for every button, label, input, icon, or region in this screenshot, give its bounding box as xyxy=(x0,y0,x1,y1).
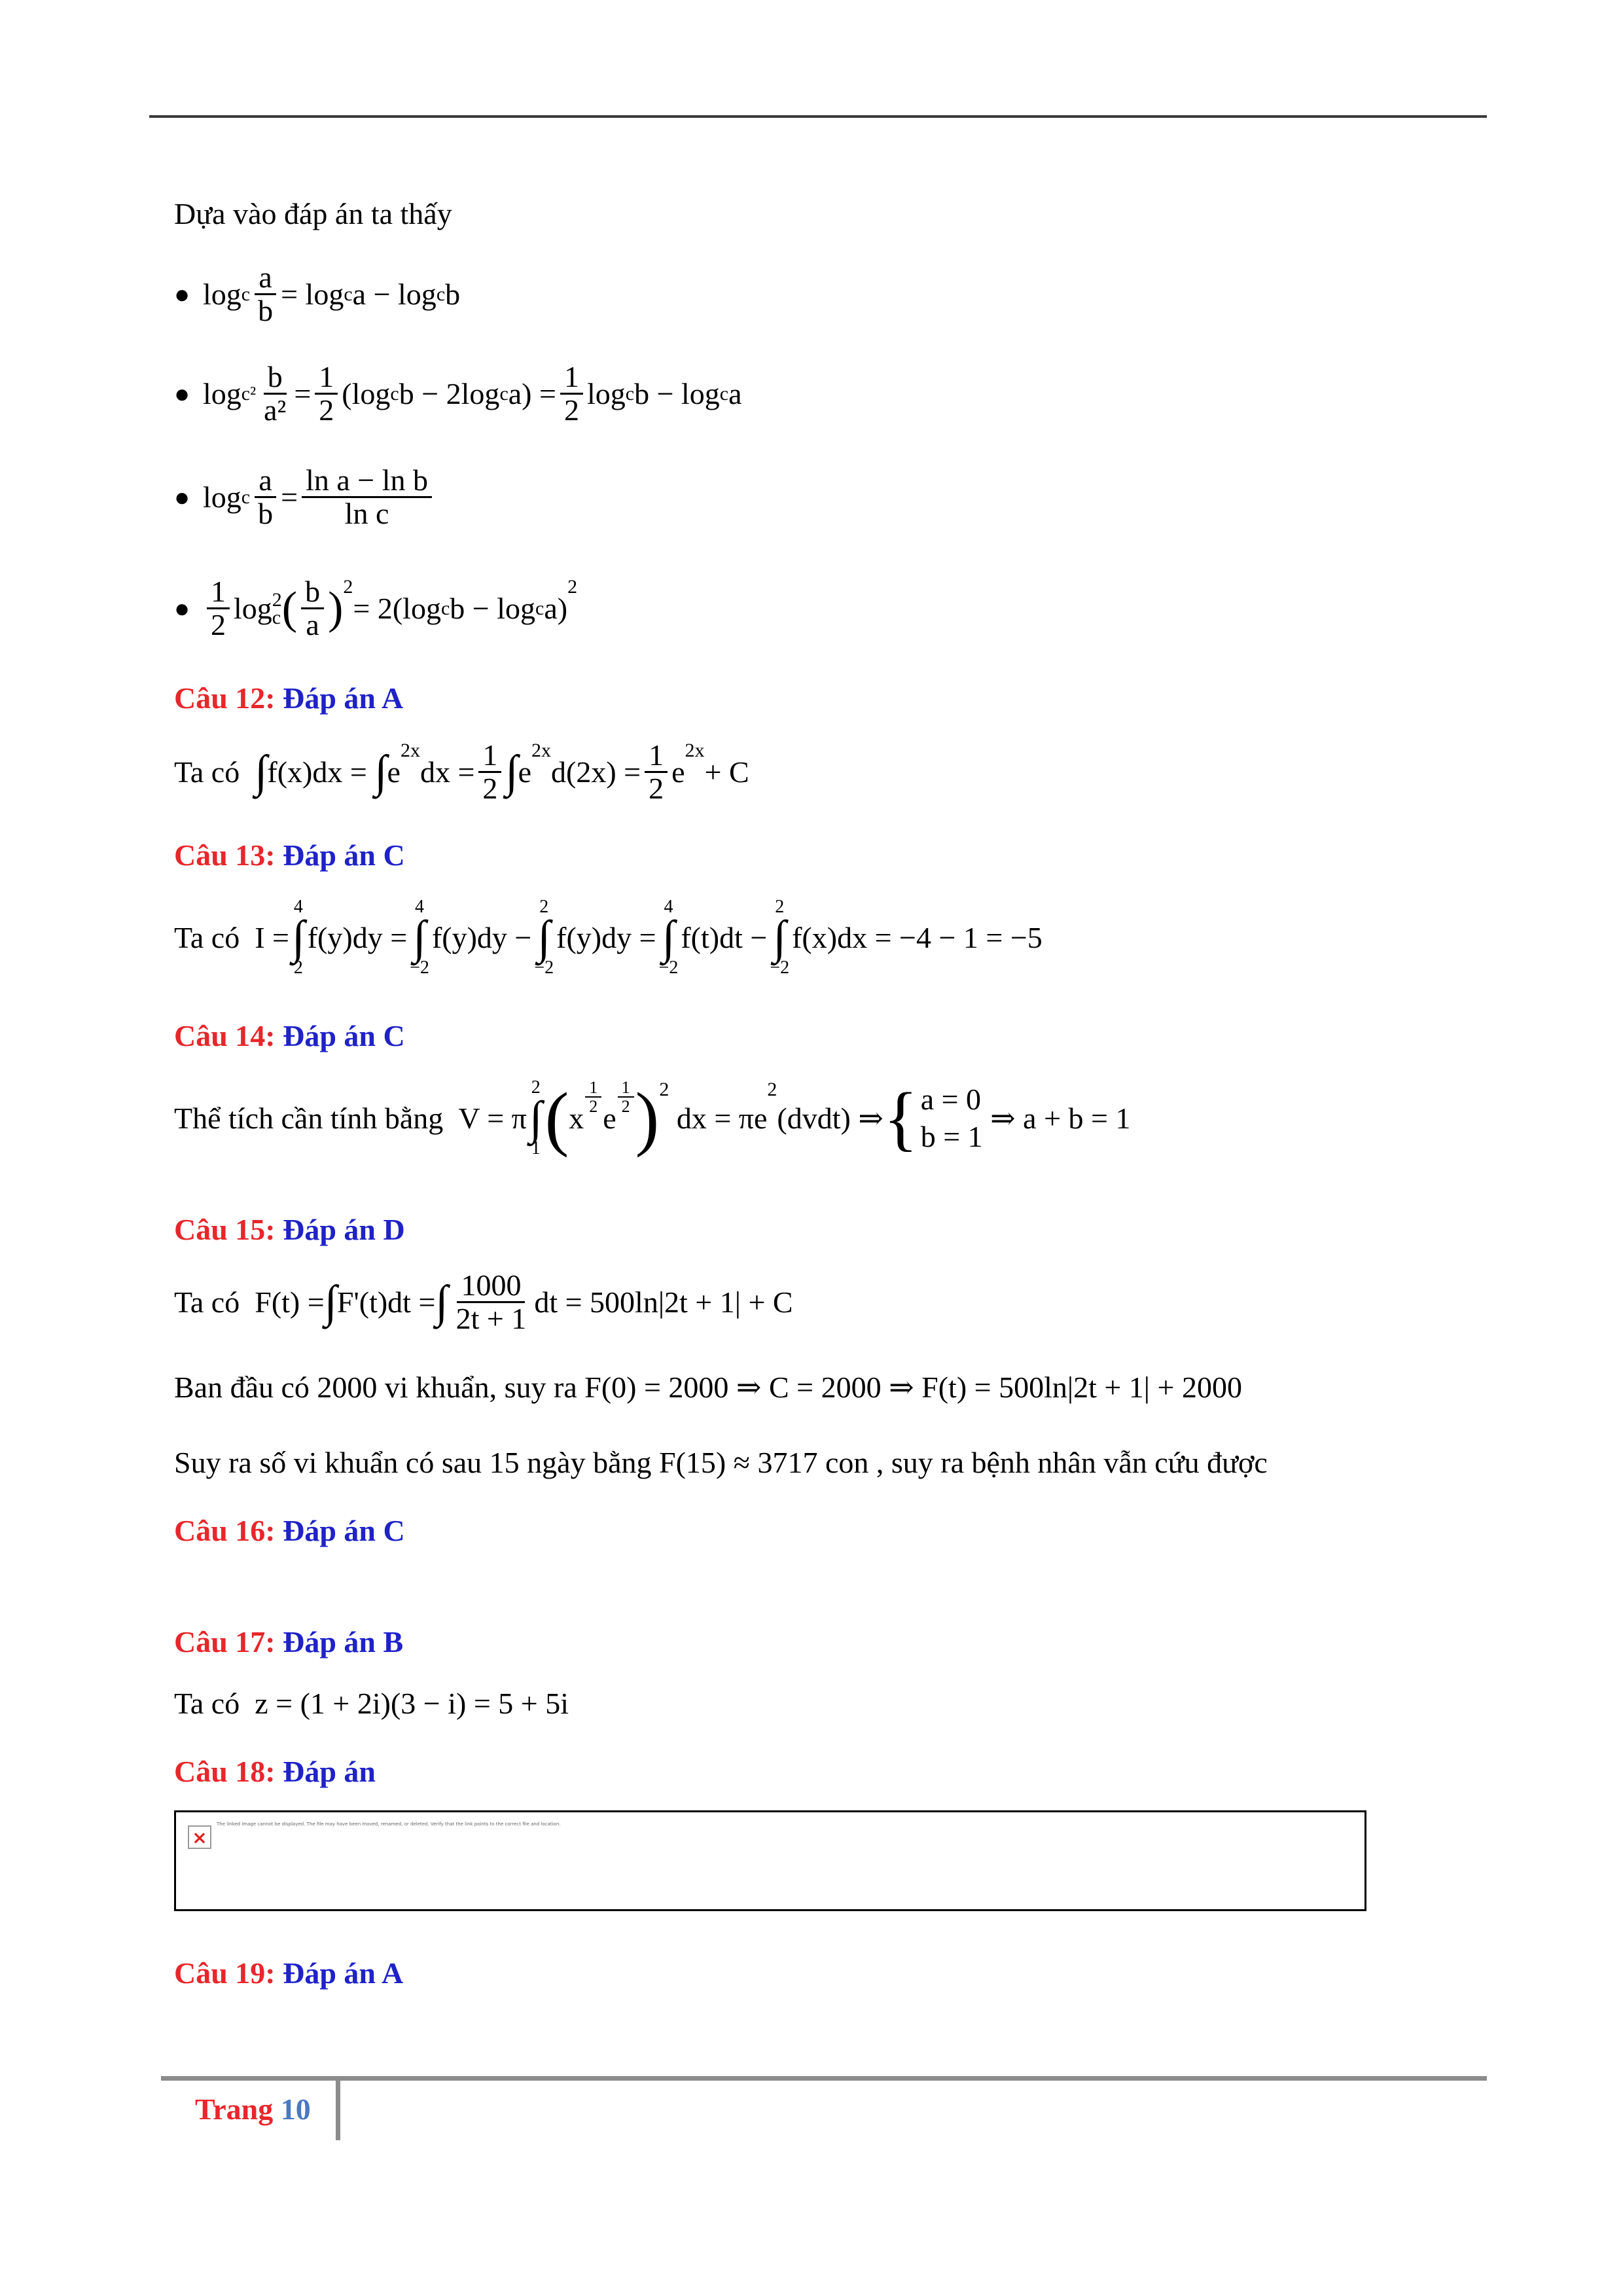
answer-q17: Câu 17: Đáp án B xyxy=(174,1625,404,1659)
bullet-4: ● $\frac{1}{2}$ log 2 c ( $\frac{b}{a}$ ) $^2$ = 2(log c b − log c a) $^2$ xyxy=(174,575,578,642)
bullet-dot-icon: ● xyxy=(174,594,190,624)
q15-solution-2: Ban đầu có 2000 vi khuẩn, suy ra F(0) = 2000 ⇒ C = 2000 ⇒ F(t) = 500ln|2t + 1| + 2000 xyxy=(174,1371,1242,1404)
bullet-3: ● log c $\frac{a}{b}$ = $\frac{\text{ln a − ln b}}{\text{ln c}}$ xyxy=(174,465,436,530)
bullet-2: ● log c² $\frac{b}{\text{a²}}$ = $\frac{1}{2}$ (log c b − 2log c a) = $\frac{1}{2}$ log c b − log c a xyxy=(174,360,742,427)
page-number: Trang 10 xyxy=(195,2092,311,2126)
footer-rule xyxy=(161,2076,1487,2081)
answer-q18: Câu 18: Đáp án xyxy=(174,1755,376,1788)
footer-divider xyxy=(336,2079,340,2140)
bullet-1: ● log c $\frac{a}{b}$ = log c a − log c b xyxy=(174,260,461,328)
q14-solution: Thể tích cần tính bằng V = π 2 ∫ 1 ( x $\frac{1}{2}$ e $\frac{1}{2}$ ) $^2$ dx = πe $^2$ (dvdt) ⇒ { a = 0 b = 1 ⇒ a + b = 1 xyxy=(174,1077,1131,1158)
q15-solution-1: Ta có F(t) = ∫ F'(t)dt = ∫ $\frac{1000}{2t + 1}$ dt = 500ln|2t + 1| + C xyxy=(174,1268,793,1336)
answer-q16: Câu 16: Đáp án C xyxy=(174,1514,405,1547)
q13-solution: Ta có I = 4 ∫ 2 f(y)dy = 4 ∫ −2 f(y)dy − 2 ∫ −2 f(y)dy = 4 ∫ −2 f(t)dt − 2 ∫ −2 f(x)dx = −4 − 1 = −5 xyxy=(174,897,1043,978)
q12-solution: Ta có ∫ f(x)dx = ∫ e $^{2x}$ dx = $\frac{1}{2}$ ∫ e $^{2x}$ d(2x) = $\frac{1}{2}$ e $^{2x}$ + C xyxy=(174,738,749,806)
bullet-dot-icon: ● xyxy=(174,379,190,409)
q17-solution: Ta có z = (1 + 2i)(3 − i) = 5 + 5i xyxy=(174,1687,569,1720)
broken-image-icon: × xyxy=(188,1825,211,1849)
integral-icon: ∫ xyxy=(255,746,268,797)
missing-image-note: The linked image cannot be displayed. The file may have been moved, renamed, or deleted. Verify that the link points to the correct file and location. xyxy=(217,1821,561,1827)
intro-text: Dựa vào đáp án ta thấy xyxy=(174,197,452,230)
answer-q12: Câu 12: Đáp án A xyxy=(174,681,404,715)
header-rule xyxy=(149,115,1487,118)
answer-q14: Câu 14: Đáp án C xyxy=(174,1019,405,1052)
missing-image-frame xyxy=(174,1810,1366,1911)
bullet-dot-icon: ● xyxy=(174,279,190,310)
answer-q19: Câu 19: Đáp án A xyxy=(174,1956,404,1990)
answer-q13: Câu 13: Đáp án C xyxy=(174,838,405,872)
bullet-dot-icon: ● xyxy=(174,482,190,512)
q15-solution-3: Suy ra số vi khuẩn có sau 15 ngày bằng F(15) ≈ 3717 con , suy ra bệnh nhân vẫn cứu được xyxy=(174,1446,1268,1479)
answer-q15: Câu 15: Đáp án D xyxy=(174,1213,405,1246)
